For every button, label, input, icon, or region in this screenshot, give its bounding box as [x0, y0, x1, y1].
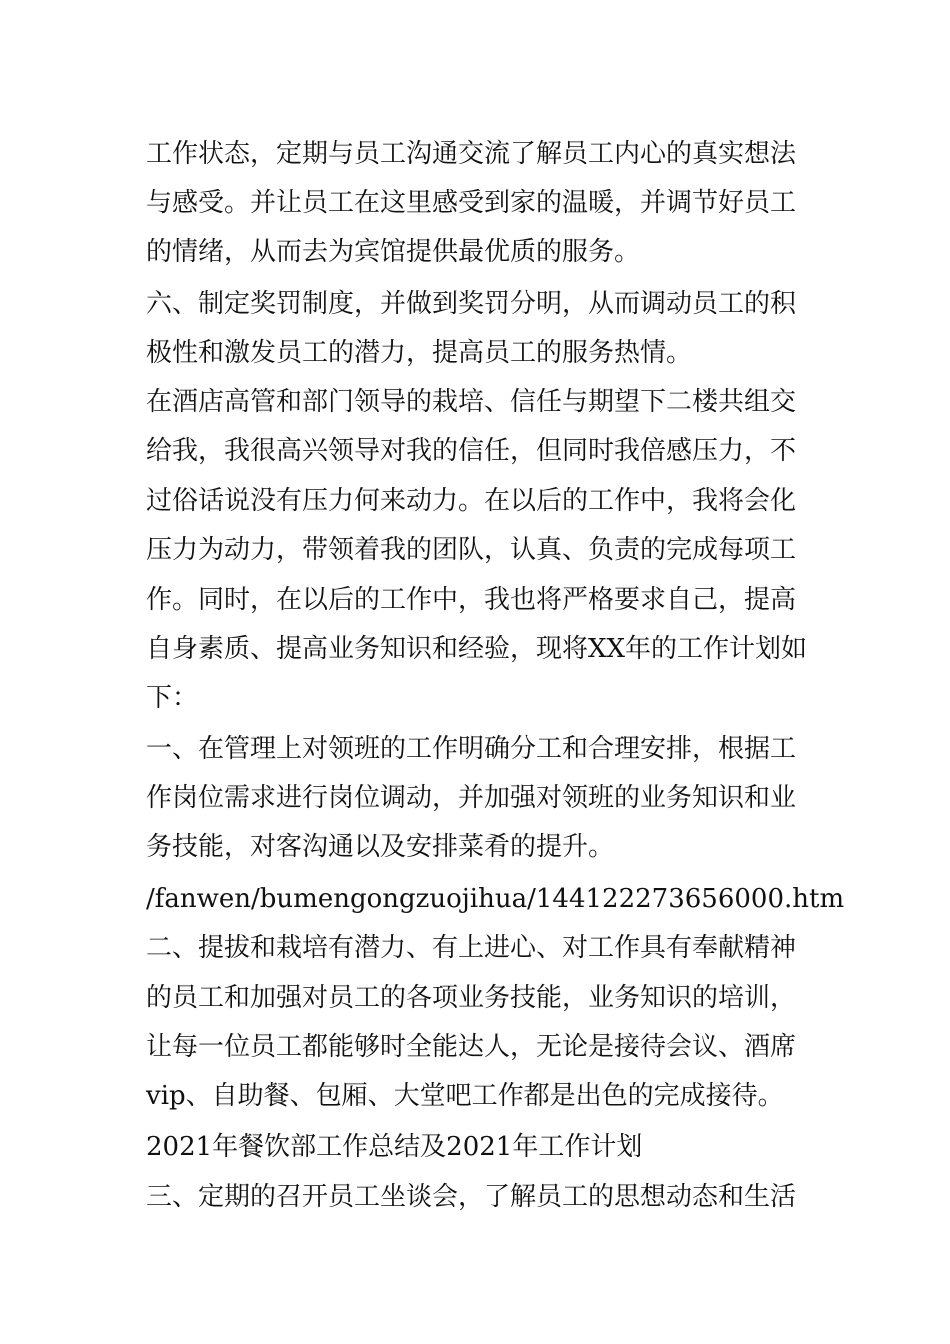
heading-line: 2021年餐饮部工作总结及2021年工作计划	[146, 1132, 643, 1162]
text-line: 与感受。并让员工在这里感受到家的温暖，并调节好员工	[146, 188, 797, 218]
text-line: 的员工和加强对员工的各项业务技能，业务知识的培训，	[146, 983, 797, 1013]
text-line: 作。同时，在以后的工作中，我也将严格要求自己，提高	[146, 585, 797, 615]
text-line: vip、自助餐、包厢、大堂吧工作都是出色的完成接待。	[146, 1081, 784, 1111]
text-line: 工作状态，定期与员工沟通交流了解员工内心的真实想法	[146, 139, 797, 169]
text-line: 二、提拔和栽培有潜力、有上进心、对工作具有奉献精神	[146, 933, 797, 963]
text-line: 自身素质、提高业务知识和经验，现将XX年的工作计划如	[146, 634, 808, 664]
text-line: 六、制定奖罚制度，并做到奖罚分明，从而调动员工的积	[146, 289, 797, 319]
text-line: 给我，我很高兴领导对我的信任，但同时我倍感压力，不	[146, 436, 797, 466]
text-line: 务技能，对客沟通以及安排菜肴的提升。	[146, 832, 615, 862]
text-line: 在酒店高管和部门领导的栽培、信任与期望下二楼共组交	[146, 387, 797, 417]
url-line: /fanwen/bumengongzuojihua/144122273656000.htm	[146, 884, 845, 914]
text-line: 作岗位需求进行岗位调动，并加强对领班的业务知识和业	[146, 783, 797, 813]
text-line: 让每一位员工都能够时全能达人，无论是接待会议、酒席	[146, 1032, 797, 1062]
text-line: 一、在管理上对领班的工作明确分工和合理安排，根据工	[146, 734, 797, 764]
text-line: 下：	[146, 683, 199, 713]
text-line: 三、定期的召开员工坐谈会，了解员工的思想动态和生活	[146, 1182, 797, 1212]
text-line: 压力为动力，带领着我的团队，认真、负责的完成每项工	[146, 535, 797, 565]
text-line: 过俗话说没有压力何来动力。在以后的工作中，我将会化	[146, 486, 797, 516]
text-line: 的情绪，从而去为宾馆提供最优质的服务。	[146, 237, 641, 267]
text-line: 极性和激发员工的潜力，提高员工的服务热情。	[146, 338, 693, 368]
